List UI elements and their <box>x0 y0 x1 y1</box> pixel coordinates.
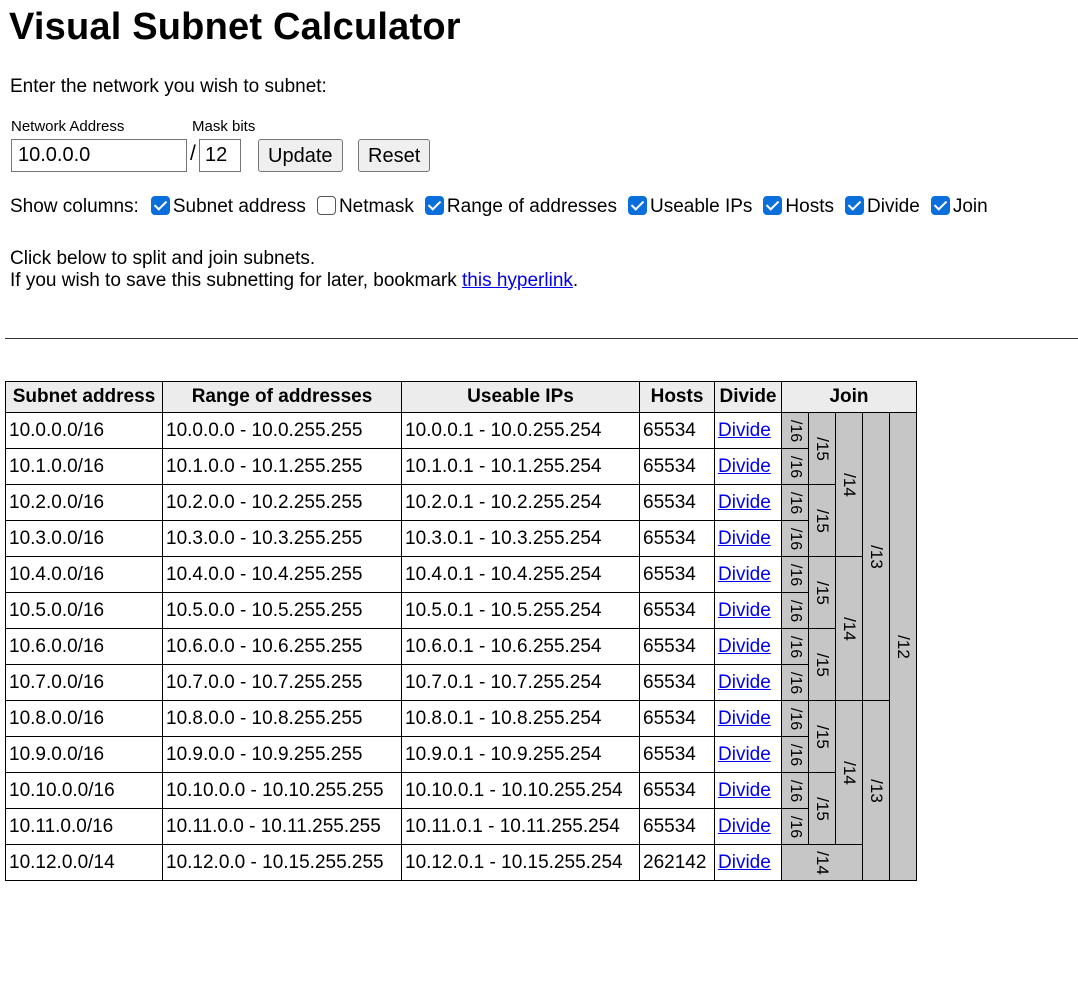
range-cell: 10.12.0.0 - 10.15.255.255 <box>163 845 402 881</box>
header-subnet-address: Subnet address <box>6 382 163 413</box>
subnet-cell: 10.12.0.0/14 <box>6 845 163 881</box>
hosts-cell: 65534 <box>640 629 715 665</box>
join-15-cell[interactable] <box>809 485 836 557</box>
divide-cell <box>715 809 782 845</box>
range-cell: 10.8.0.0 - 10.8.255.255 <box>163 701 402 737</box>
divide-link[interactable]: Divide <box>718 707 771 729</box>
subnet-cell: 10.7.0.0/16 <box>6 665 163 701</box>
hosts-cell: 65534 <box>640 413 715 449</box>
checkbox-subnet-address[interactable] <box>151 196 170 215</box>
divide-link[interactable]: Divide <box>718 743 771 765</box>
hosts-cell: 65534 <box>640 449 715 485</box>
subnet-cell: 10.3.0.0/16 <box>6 521 163 557</box>
instructions-text: Click below to split and join subnets. <box>10 248 316 269</box>
join-16-label: /16 <box>787 707 804 730</box>
useable-cell: 10.10.0.1 - 10.10.255.254 <box>402 773 640 809</box>
useable-cell: 10.4.0.1 - 10.4.255.254 <box>402 557 640 593</box>
header-hosts: Hosts <box>640 382 715 413</box>
bookmark-link[interactable]: this hyperlink <box>462 270 573 291</box>
divide-cell <box>715 413 782 449</box>
join-16-label: /16 <box>787 743 804 766</box>
join-16-cell[interactable] <box>782 521 809 557</box>
slash-separator: / <box>190 142 196 165</box>
join-14-cell[interactable] <box>836 413 863 557</box>
range-cell: 10.5.0.0 - 10.5.255.255 <box>163 593 402 629</box>
join-15-cell[interactable] <box>809 557 836 629</box>
join-15-cell[interactable] <box>809 701 836 773</box>
divider <box>5 338 1078 339</box>
checkbox-label-join: Join <box>952 196 988 217</box>
divide-cell <box>715 557 782 593</box>
join-16-cell[interactable] <box>782 773 809 809</box>
join-15-label: /15 <box>812 652 832 677</box>
divide-cell <box>715 593 782 629</box>
table-row <box>6 413 917 449</box>
useable-cell: 10.0.0.1 - 10.0.255.254 <box>402 413 640 449</box>
divide-link[interactable]: Divide <box>718 491 771 513</box>
hosts-cell: 65534 <box>640 809 715 845</box>
range-cell: 10.7.0.0 - 10.7.255.255 <box>163 665 402 701</box>
table-row <box>6 557 917 593</box>
join-16-label: /16 <box>787 563 804 586</box>
divide-link[interactable]: Divide <box>718 851 771 873</box>
divide-link[interactable]: Divide <box>718 455 771 477</box>
table-row <box>6 809 917 845</box>
checkbox-divide[interactable] <box>845 196 864 215</box>
join-12-cell[interactable] <box>890 413 917 881</box>
join-16-cell[interactable] <box>782 557 809 593</box>
range-cell: 10.3.0.0 - 10.3.255.255 <box>163 521 402 557</box>
subnet-cell: 10.9.0.0/16 <box>6 737 163 773</box>
divide-link[interactable]: Divide <box>718 671 771 693</box>
useable-cell: 10.9.0.1 - 10.9.255.254 <box>402 737 640 773</box>
checkbox-label-range-of-addresses: Range of addresses <box>446 196 617 217</box>
useable-cell: 10.2.0.1 - 10.2.255.254 <box>402 485 640 521</box>
join-14-label: /14 <box>839 472 859 497</box>
join-16-cell[interactable] <box>782 449 809 485</box>
header-useable-ips: Useable IPs <box>402 382 640 413</box>
header-range-of-addresses: Range of addresses <box>163 382 402 413</box>
join-15-label: /15 <box>812 724 832 749</box>
show-columns-label: Show columns: <box>10 196 139 217</box>
subnet-cell: 10.8.0.0/16 <box>6 701 163 737</box>
divide-cell <box>715 629 782 665</box>
join-16-label: /16 <box>787 779 804 802</box>
join-13-cell[interactable] <box>863 413 890 701</box>
subnet-cell: 10.6.0.0/16 <box>6 629 163 665</box>
join-14-label: /14 <box>839 760 859 785</box>
join-14-label: /14 <box>839 616 859 641</box>
subnet-cell: 10.1.0.0/16 <box>6 449 163 485</box>
join-16-label: /16 <box>787 527 804 550</box>
table-row <box>6 737 917 773</box>
checkbox-label-divide: Divide <box>867 196 920 217</box>
table-row <box>6 629 917 665</box>
join-15-label: /15 <box>812 508 832 533</box>
hosts-cell: 65534 <box>640 521 715 557</box>
useable-cell: 10.1.0.1 - 10.1.255.254 <box>402 449 640 485</box>
header-divide: Divide <box>715 382 782 413</box>
mask-bits-label: Mask bits <box>192 118 256 135</box>
divide-cell <box>715 773 782 809</box>
divide-link[interactable]: Divide <box>718 563 771 585</box>
subnet-cell: 10.11.0.0/16 <box>6 809 163 845</box>
divide-cell <box>715 665 782 701</box>
divide-cell <box>715 845 782 881</box>
subnet-cell: 10.4.0.0/16 <box>6 557 163 593</box>
join-15-label: /15 <box>812 436 832 461</box>
subnet-cell: 10.2.0.0/16 <box>6 485 163 521</box>
hosts-cell: 65534 <box>640 593 715 629</box>
table-row <box>6 449 917 485</box>
divide-cell <box>715 737 782 773</box>
range-cell: 10.11.0.0 - 10.11.255.255 <box>163 809 402 845</box>
join-12-label: /12 <box>893 634 913 659</box>
join-16-cell[interactable] <box>782 809 809 845</box>
divide-cell <box>715 701 782 737</box>
join-16-label: /16 <box>787 671 804 694</box>
join-13-cell[interactable] <box>863 701 890 881</box>
network-address-label: Network Address <box>11 118 125 135</box>
hosts-cell: 65534 <box>640 485 715 521</box>
table-row <box>6 593 917 629</box>
useable-cell: 10.12.0.1 - 10.15.255.254 <box>402 845 640 881</box>
join-16-label: /16 <box>787 419 804 442</box>
header-join: Join <box>782 382 917 413</box>
intro-text: Enter the network you wish to subnet: <box>10 76 327 97</box>
join-14-cell[interactable] <box>836 557 863 701</box>
bookmark-suffix: . <box>572 270 579 291</box>
range-cell: 10.4.0.0 - 10.4.255.255 <box>163 557 402 593</box>
show-columns <box>10 196 988 218</box>
join-16-label: /16 <box>787 815 804 838</box>
checkbox-netmask[interactable] <box>317 196 336 215</box>
useable-cell: 10.8.0.1 - 10.8.255.254 <box>402 701 640 737</box>
join-16-cell[interactable] <box>782 701 809 737</box>
table-header-row <box>6 382 917 413</box>
join-16-cell[interactable] <box>782 485 809 521</box>
join-16-cell[interactable] <box>782 629 809 665</box>
range-cell: 10.1.0.0 - 10.1.255.255 <box>163 449 402 485</box>
hosts-cell: 65534 <box>640 701 715 737</box>
join-15-label: /15 <box>812 580 832 605</box>
join-14-cell[interactable] <box>836 701 863 845</box>
hosts-cell: 262142 <box>640 845 715 881</box>
useable-cell: 10.11.0.1 - 10.11.255.254 <box>402 809 640 845</box>
divide-cell <box>715 485 782 521</box>
useable-cell: 10.5.0.1 - 10.5.255.254 <box>402 593 640 629</box>
divide-link[interactable]: Divide <box>718 815 771 837</box>
subnet-table <box>5 381 917 881</box>
join-15-label: /15 <box>812 796 832 821</box>
useable-cell: 10.6.0.1 - 10.6.255.254 <box>402 629 640 665</box>
page-title: Visual Subnet Calculator <box>9 6 461 48</box>
checkbox-label-subnet-address: Subnet address <box>172 196 306 217</box>
table-row <box>6 701 917 737</box>
useable-cell: 10.3.0.1 - 10.3.255.254 <box>402 521 640 557</box>
join-16-label: /16 <box>787 455 804 478</box>
divide-cell <box>715 449 782 485</box>
hosts-cell: 65534 <box>640 773 715 809</box>
join-15-cell[interactable] <box>809 413 836 485</box>
table-row <box>6 665 917 701</box>
range-cell: 10.2.0.0 - 10.2.255.255 <box>163 485 402 521</box>
join-13-label: /13 <box>866 544 886 569</box>
range-cell: 10.10.0.0 - 10.10.255.255 <box>163 773 402 809</box>
join-14-cell[interactable] <box>782 845 863 881</box>
bookmark-text <box>10 270 578 292</box>
join-16-cell[interactable] <box>782 737 809 773</box>
divide-link[interactable]: Divide <box>718 527 771 549</box>
divide-link[interactable]: Divide <box>718 419 771 441</box>
table-row <box>6 773 917 809</box>
checkbox-join[interactable] <box>931 196 950 215</box>
table-row <box>6 521 917 557</box>
table-row <box>6 485 917 521</box>
checkbox-label-hosts: Hosts <box>785 196 834 217</box>
join-16-cell[interactable] <box>782 593 809 629</box>
update-button[interactable]: Update <box>258 139 343 172</box>
subnet-cell: 10.5.0.0/16 <box>6 593 163 629</box>
join-16-cell[interactable] <box>782 665 809 701</box>
subnet-cell: 10.10.0.0/16 <box>6 773 163 809</box>
network-address-input[interactable] <box>11 139 187 172</box>
hosts-cell: 65534 <box>640 665 715 701</box>
reset-button[interactable]: Reset <box>358 139 430 172</box>
table-row <box>6 845 917 881</box>
checkbox-range-of-addresses[interactable] <box>425 196 444 215</box>
range-cell: 10.0.0.0 - 10.0.255.255 <box>163 413 402 449</box>
mask-bits-input[interactable] <box>199 139 241 172</box>
join-13-label: /13 <box>866 778 886 803</box>
join-15-cell[interactable] <box>809 773 836 845</box>
bookmark-prefix: If you wish to save this subnetting for later, bookmark <box>10 270 463 291</box>
join-15-cell[interactable] <box>809 629 836 701</box>
divide-cell <box>715 521 782 557</box>
useable-cell: 10.7.0.1 - 10.7.255.254 <box>402 665 640 701</box>
join-14-label: /14 <box>812 850 832 875</box>
range-cell: 10.6.0.0 - 10.6.255.255 <box>163 629 402 665</box>
checkbox-label-useable-ips: Useable IPs <box>649 196 753 217</box>
divide-link[interactable]: Divide <box>718 779 771 801</box>
range-cell: 10.9.0.0 - 10.9.255.255 <box>163 737 402 773</box>
subnet-cell: 10.0.0.0/16 <box>6 413 163 449</box>
hosts-cell: 65534 <box>640 737 715 773</box>
divide-link[interactable]: Divide <box>718 599 771 621</box>
checkbox-useable-ips[interactable] <box>628 196 647 215</box>
divide-link[interactable]: Divide <box>718 635 771 657</box>
join-16-label: /16 <box>787 635 804 658</box>
checkbox-label-netmask: Netmask <box>338 196 414 217</box>
checkbox-hosts[interactable] <box>763 196 782 215</box>
join-16-label: /16 <box>787 599 804 622</box>
join-16-cell[interactable] <box>782 413 809 449</box>
join-16-label: /16 <box>787 491 804 514</box>
hosts-cell: 65534 <box>640 557 715 593</box>
